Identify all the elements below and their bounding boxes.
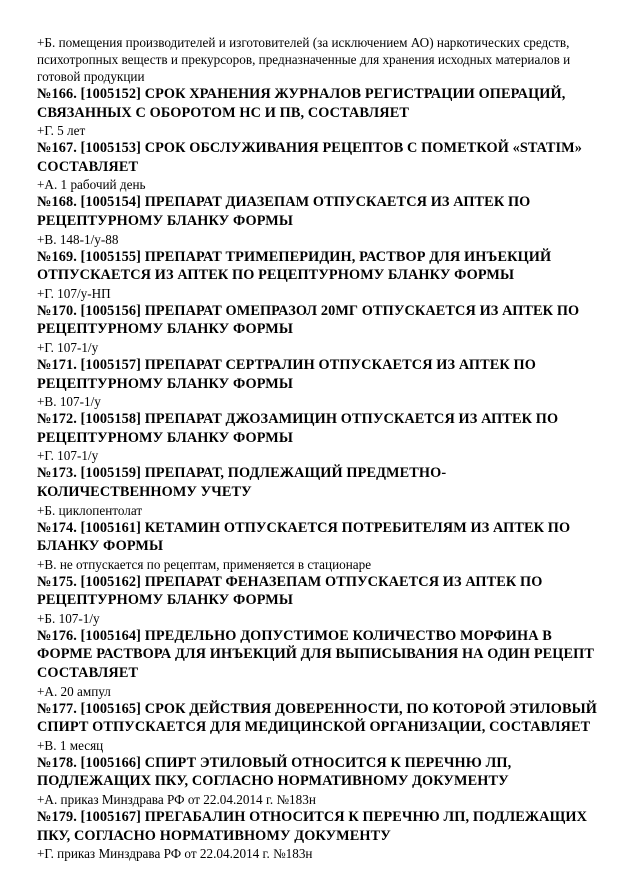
question-176: №176. [1005164] ПРЕДЕЛЬНО ДОПУСТИМОЕ КОЛИЧЕСТВО МОРФИНА В ФОРМЕ РАСТВОРА ДЛЯ ИНЪЕКЦИЙ ДЛЯ ВЫПИСЫВАНИЯ НА ОДИН РЕЦЕПТ СОСТАВЛЯЕТ <box>37 627 595 682</box>
answer-170: +Г. 107-1/у <box>37 339 99 355</box>
question-172: №172. [1005158] ПРЕПАРАТ ДЖОЗАМИЦИН ОТПУСКАЕТСЯ ИЗ АПТЕК ПО РЕЦЕПТУРНОМУ БЛАНКУ ФОРМЫ <box>37 411 559 446</box>
answer-175: +Б. 107-1/у <box>37 610 100 626</box>
question-167: №167. [1005153] СРОК ОБСЛУЖИВАНИЯ РЕЦЕПТОВ С ПОМЕТКОЙ «STATIM» СОСТАВЛЯЕТ <box>37 140 583 175</box>
answer-168: +В. 148-1/у-88 <box>37 231 119 247</box>
question-178: №178. [1005166] СПИРТ ЭТИЛОВЫЙ ОТНОСИТСЯ К ПЕРЕЧНЮ ЛП, ПОДЛЕЖАЩИХ ПКУ, СОГЛАСНО НОРМАТИВНОМУ ДОКУМЕНТУ <box>37 754 512 790</box>
answer-177: +В. 1 месяц <box>37 737 104 753</box>
question-177: №177. [1005165] СРОК ДЕЙСТВИЯ ДОВЕРЕННОСТИ, ПО КОТОРОЙ ЭТИЛОВЫЙ СПИРТ ОТПУСКАЕТСЯ ДЛЯ МЕДИЦИНСКОЙ ОРГАНИЗАЦИИ, СОСТАВЛЯЕТ <box>37 700 598 736</box>
question-175: №175. [1005162] ПРЕПАРАТ ФЕНАЗЕПАМ ОТПУСКАЕТСЯ ИЗ АПТЕК ПО РЕЦЕПТУРНОМУ БЛАНКУ ФОРМЫ <box>37 573 543 609</box>
answer-prev: +Б. помещения производителей и изготовителей (за исключением АО) наркотических средств, психотропных веществ и прекурсоров, предназначенные для хранения исходных материалов и готовой продукции <box>37 35 571 84</box>
question-179: №179. [1005167] ПРЕГАБАЛИН ОТНОСИТСЯ К ПЕРЕЧНЮ ЛП, ПОДЛЕЖАЩИХ ПКУ, СОГЛАСНО НОРМАТИВНОМУ ДОКУМЕНТУ <box>37 809 588 844</box>
answer-178: +А. приказ Минздрава РФ от 22.04.2014 г. №183н <box>37 792 316 808</box>
answer-166: +Г. 5 лет <box>37 123 86 139</box>
answer-169: +Г. 107/у-НП <box>37 285 111 301</box>
answer-176: +А. 20 ампул <box>37 683 111 699</box>
answer-171: +В. 107-1/у <box>37 394 101 410</box>
answer-167: +А. 1 рабочий день <box>37 177 146 193</box>
question-166: №166. [1005152] СРОК ХРАНЕНИЯ ЖУРНАЛОВ РЕГИСТРАЦИИ ОПЕРАЦИЙ, СВЯЗАННЫХ С ОБОРОТОМ НС И ПВ, СОСТАВЛЯЕТ <box>37 86 566 121</box>
question-170: №170. [1005156] ПРЕПАРАТ ОМЕПРАЗОЛ 20МГ ОТПУСКАЕТСЯ ИЗ АПТЕК ПО РЕЦЕПТУРНОМУ БЛАНКУ ФОРМЫ <box>37 302 580 338</box>
answer-179: +Г. приказ Минздрава РФ от 22.04.2014 г. №183н <box>37 846 313 862</box>
question-173: №173. [1005159] ПРЕПАРАТ, ПОДЛЕЖАЩИЙ ПРЕДМЕТНО-КОЛИЧЕСТВЕННОМУ УЧЕТУ <box>37 465 447 500</box>
question-169: №169. [1005155] ПРЕПАРАТ ТРИМЕПЕРИДИН, РАСТВОР ДЛЯ ИНЪЕКЦИЙ ОТПУСКАЕТСЯ ИЗ АПТЕК ПО РЕЦЕПТУРНОМУ БЛАНКУ ФОРМЫ <box>37 248 552 284</box>
answer-172: +Г. 107-1/у <box>37 448 99 464</box>
question-171: №171. [1005157] ПРЕПАРАТ СЕРТРАЛИН ОТПУСКАЕТСЯ ИЗ АПТЕК ПО РЕЦЕПТУРНОМУ БЛАНКУ ФОРМЫ <box>37 356 536 392</box>
question-168: №168. [1005154] ПРЕПАРАТ ДИАЗЕПАМ ОТПУСКАЕТСЯ ИЗ АПТЕК ПО РЕЦЕПТУРНОМУ БЛАНКУ ФОРМЫ <box>37 194 531 229</box>
question-174: №174. [1005161] КЕТАМИН ОТПУСКАЕТСЯ ПОТРЕБИТЕЛЯМ ИЗ АПТЕК ПО БЛАНКУ ФОРМЫ <box>37 519 571 555</box>
answer-174: +В. не отпускается по рецептам, применяется в стационаре <box>37 556 372 572</box>
document-page <box>37 34 597 862</box>
answer-173: +Б. циклопентолат <box>37 502 143 518</box>
